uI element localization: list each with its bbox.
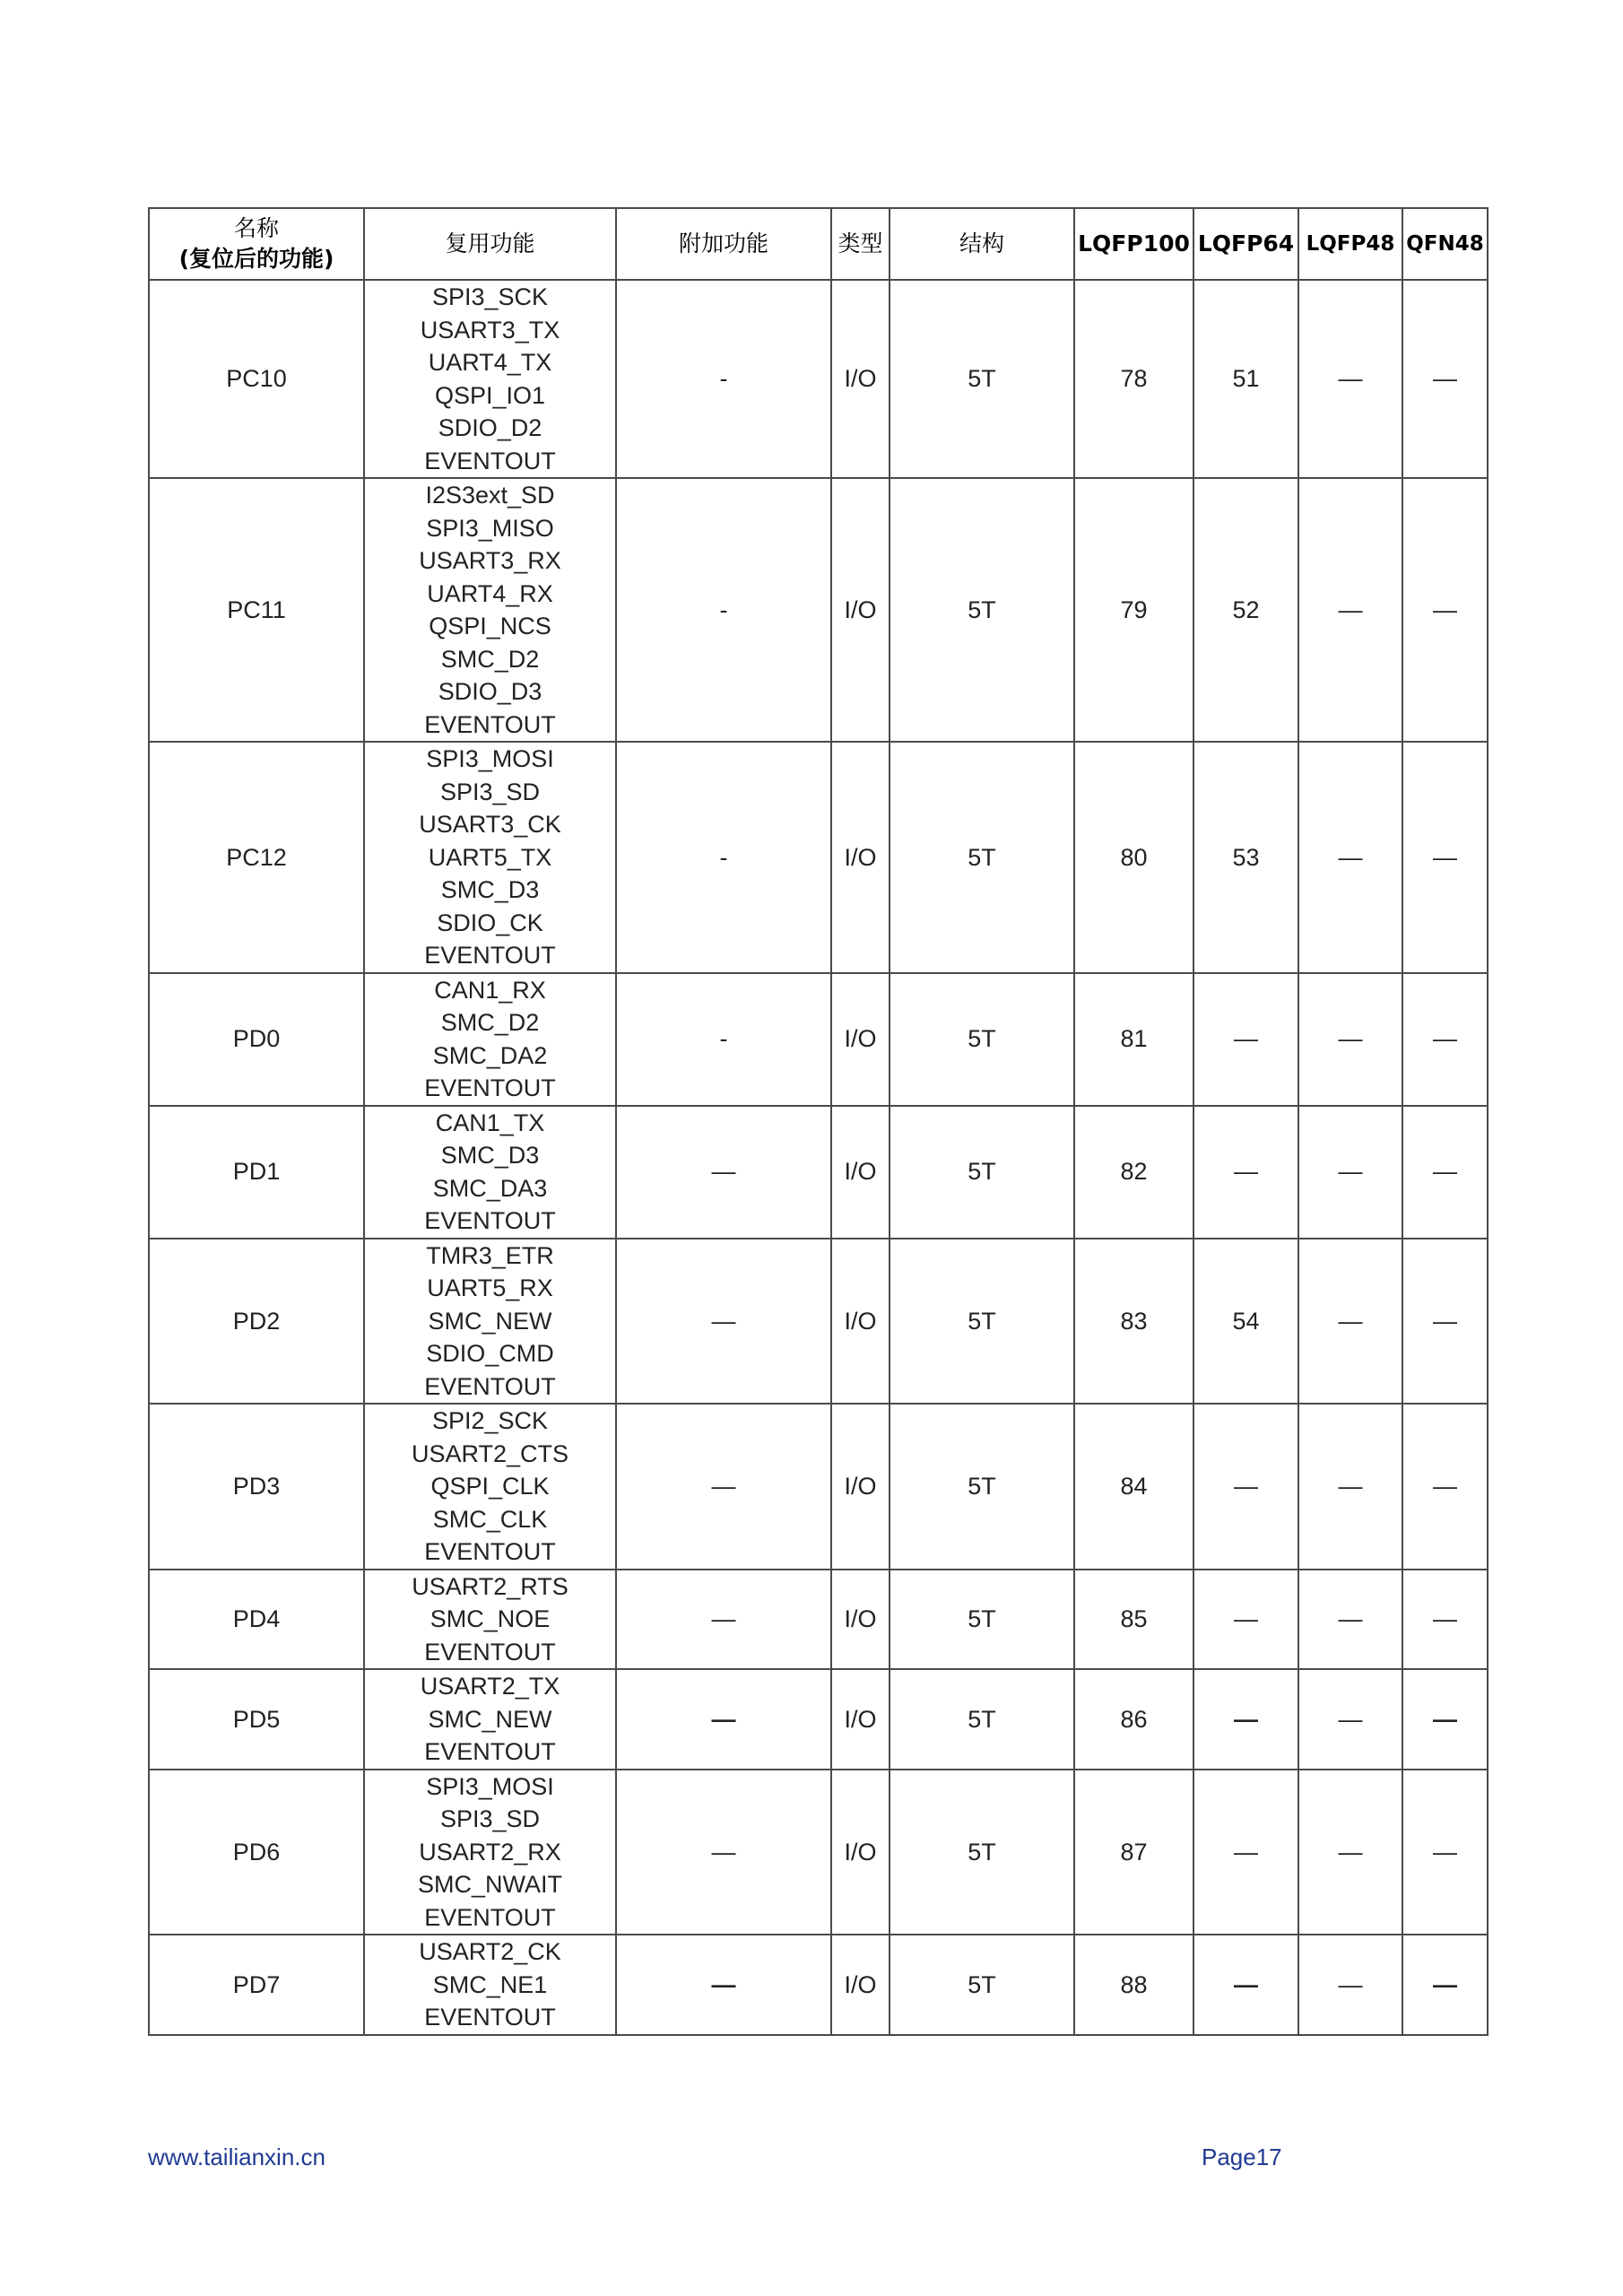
cell-type: I/O xyxy=(831,1770,890,1935)
table-body xyxy=(149,280,1488,2035)
alt-function-item: UART5_RX xyxy=(427,1274,553,1301)
cell-add-func: — xyxy=(616,1770,831,1935)
alt-function-item: SDIO_D2 xyxy=(438,414,542,441)
cell-type: I/O xyxy=(831,1106,890,1239)
header-lqfp48: LQFP48 xyxy=(1298,208,1402,280)
cell-lqfp64: — xyxy=(1193,973,1298,1106)
table-row xyxy=(149,973,1488,1106)
cell-qfn48: — xyxy=(1402,478,1488,742)
cell-lqfp64: — xyxy=(1193,1669,1298,1770)
alt-function-item: TMR3_ETR xyxy=(426,1241,554,1269)
cell-lqfp48: — xyxy=(1298,742,1402,973)
alt-function-item: CAN1_TX xyxy=(435,1109,545,1136)
header-name xyxy=(149,208,364,280)
table-header-row xyxy=(149,208,1488,280)
cell-lqfp100: 78 xyxy=(1074,280,1193,478)
alt-function-item: QSPI_NCS xyxy=(429,613,551,639)
cell-structure: 5T xyxy=(890,1106,1074,1239)
alt-function-item: QSPI_IO1 xyxy=(434,381,546,409)
cell-add-func: — xyxy=(616,1669,831,1770)
alt-function-item: USART2_CTS xyxy=(411,1439,569,1467)
cell-alt-functions xyxy=(364,742,616,973)
cell-alt-functions xyxy=(364,1404,616,1570)
table-row xyxy=(149,1106,1488,1239)
cell-structure: 5T xyxy=(890,1935,1074,2035)
table-row xyxy=(149,1404,1488,1570)
alt-function-item: EVENTOUT xyxy=(424,1074,556,1101)
alt-function-item: UART4_TX xyxy=(428,349,552,376)
cell-lqfp48: — xyxy=(1298,1935,1402,2035)
cell-pin-name: PD5 xyxy=(149,1669,364,1770)
alt-function-item: UART4_RX xyxy=(427,579,553,607)
cell-type: I/O xyxy=(831,1669,890,1770)
table-row xyxy=(149,1935,1488,2035)
header-qfn48: QFN48 xyxy=(1402,208,1488,280)
cell-alt-functions xyxy=(364,973,616,1106)
cell-pin-name: PD1 xyxy=(149,1106,364,1239)
alt-function-item: SMC_D2 xyxy=(440,645,540,673)
cell-pin-name: PC10 xyxy=(149,280,364,478)
cell-qfn48: — xyxy=(1402,1570,1488,1670)
cell-lqfp64: — xyxy=(1193,1770,1298,1935)
alt-function-item: SDIO_CK xyxy=(437,909,543,936)
alt-function-item: SMC_NOE xyxy=(430,1605,551,1632)
cell-lqfp48: — xyxy=(1298,1106,1402,1239)
alt-function-item: USART3_RX xyxy=(419,547,561,574)
cell-lqfp64: — xyxy=(1193,1935,1298,2035)
cell-pin-name: PC11 xyxy=(149,478,364,742)
table-row xyxy=(149,1239,1488,1405)
header-type: 类型 xyxy=(831,208,890,280)
cell-lqfp48: — xyxy=(1298,1570,1402,1670)
cell-qfn48: — xyxy=(1402,1770,1488,1935)
alt-function-item: EVENTOUT xyxy=(424,1903,556,1931)
cell-alt-functions xyxy=(364,1239,616,1405)
table-row xyxy=(149,280,1488,478)
cell-lqfp100: 80 xyxy=(1074,742,1193,973)
alt-function-item: SPI3_SD xyxy=(439,1805,541,1832)
alt-function-item: SPI2_SCK xyxy=(431,1407,549,1434)
cell-pin-name: PD7 xyxy=(149,1935,364,2035)
cell-pin-name: PD2 xyxy=(149,1239,364,1405)
cell-lqfp64: — xyxy=(1193,1570,1298,1670)
alt-function-item: SDIO_CMD xyxy=(426,1340,554,1367)
alt-function-item: SMC_D3 xyxy=(440,1142,540,1169)
alt-function-item: SPI3_SCK xyxy=(431,283,549,310)
alt-function-item: EVENTOUT xyxy=(424,1538,556,1565)
cell-lqfp100: 85 xyxy=(1074,1570,1193,1670)
header-lqfp64: LQFP64 xyxy=(1193,208,1298,280)
cell-lqfp64: — xyxy=(1193,1106,1298,1239)
alt-function-item: EVENTOUT xyxy=(424,2004,556,2031)
table-row xyxy=(149,742,1488,973)
cell-lqfp48: — xyxy=(1298,1404,1402,1570)
alt-function-item: SMC_NEW xyxy=(428,1705,552,1733)
alt-function-item: SMC_NWAIT xyxy=(418,1871,562,1898)
cell-alt-functions xyxy=(364,1770,616,1935)
cell-add-func: — xyxy=(616,1935,831,2035)
cell-structure: 5T xyxy=(890,280,1074,478)
cell-alt-functions xyxy=(364,280,616,478)
alt-function-item: SPI3_MISO xyxy=(426,514,554,542)
cell-alt-functions xyxy=(364,1935,616,2035)
alt-function-item: SPI3_MOSI xyxy=(426,1772,554,1800)
alt-function-item: EVENTOUT xyxy=(424,447,556,474)
cell-type: I/O xyxy=(831,478,890,742)
alt-function-item: QSPI_CLK xyxy=(430,1473,550,1500)
cell-alt-functions xyxy=(364,478,616,742)
cell-lqfp100: 86 xyxy=(1074,1669,1193,1770)
cell-lqfp100: 84 xyxy=(1074,1404,1193,1570)
cell-lqfp100: 82 xyxy=(1074,1106,1193,1239)
table-row xyxy=(149,478,1488,742)
header-name-line2: (复位后的功能) xyxy=(178,246,334,272)
alt-function-item: SPI3_SD xyxy=(439,778,541,805)
cell-type: I/O xyxy=(831,1239,890,1405)
cell-qfn48: — xyxy=(1402,1106,1488,1239)
cell-structure: 5T xyxy=(890,1404,1074,1570)
header-lqfp100: LQFP100 xyxy=(1074,208,1193,280)
cell-type: I/O xyxy=(831,1404,890,1570)
cell-add-func: — xyxy=(616,1106,831,1239)
cell-lqfp100: 81 xyxy=(1074,973,1193,1106)
alt-function-item: EVENTOUT xyxy=(424,942,556,969)
alt-function-item: CAN1_RX xyxy=(434,976,546,1004)
cell-lqfp48: — xyxy=(1298,1239,1402,1405)
alt-function-item: UART5_TX xyxy=(428,843,552,871)
cell-lqfp48: — xyxy=(1298,973,1402,1106)
cell-add-func: - xyxy=(616,280,831,478)
cell-type: I/O xyxy=(831,1570,890,1670)
cell-structure: 5T xyxy=(890,1770,1074,1935)
cell-add-func: - xyxy=(616,478,831,742)
alt-function-item: SMC_CLK xyxy=(432,1505,548,1533)
cell-lqfp100: 88 xyxy=(1074,1935,1193,2035)
alt-function-item: EVENTOUT xyxy=(424,1738,556,1765)
cell-qfn48: — xyxy=(1402,1935,1488,2035)
cell-alt-functions xyxy=(364,1570,616,1670)
table-row xyxy=(149,1669,1488,1770)
cell-pin-name: PD4 xyxy=(149,1570,364,1670)
cell-lqfp100: 79 xyxy=(1074,478,1193,742)
cell-structure: 5T xyxy=(890,973,1074,1106)
cell-type: I/O xyxy=(831,742,890,973)
cell-pin-name: PD3 xyxy=(149,1404,364,1570)
alt-function-item: USART2_RX xyxy=(419,1838,561,1866)
cell-structure: 5T xyxy=(890,478,1074,742)
alt-function-item: EVENTOUT xyxy=(424,1372,556,1400)
cell-lqfp64: — xyxy=(1193,1404,1298,1570)
alt-function-item: I2S3ext_SD xyxy=(425,482,555,509)
footer-website-link[interactable]: www.tailianxin.cn xyxy=(148,2144,325,2170)
cell-pin-name: PC12 xyxy=(149,742,364,973)
header-structure: 结构 xyxy=(890,208,1074,280)
cell-alt-functions xyxy=(364,1669,616,1770)
cell-add-func: — xyxy=(616,1404,831,1570)
cell-add-func: - xyxy=(616,973,831,1106)
alt-function-item: USART3_TX xyxy=(420,316,560,344)
cell-structure: 5T xyxy=(890,742,1074,973)
alt-function-item: SMC_NE1 xyxy=(432,1970,548,1998)
pin-definition-table xyxy=(148,207,1488,2036)
cell-lqfp100: 83 xyxy=(1074,1239,1193,1405)
header-name-line1: 名称 xyxy=(233,215,279,241)
cell-qfn48: — xyxy=(1402,280,1488,478)
alt-function-item: SMC_DA3 xyxy=(432,1174,548,1202)
cell-type: I/O xyxy=(831,973,890,1106)
cell-alt-functions xyxy=(364,1106,616,1239)
alt-function-item: SMC_D3 xyxy=(440,876,540,903)
table-row xyxy=(149,1570,1488,1670)
cell-lqfp64: 54 xyxy=(1193,1239,1298,1405)
alt-function-item: SMC_DA2 xyxy=(432,1041,548,1069)
cell-lqfp64: 51 xyxy=(1193,280,1298,478)
cell-qfn48: — xyxy=(1402,1239,1488,1405)
cell-type: I/O xyxy=(831,280,890,478)
cell-lqfp48: — xyxy=(1298,280,1402,478)
alt-function-item: USART3_CK xyxy=(419,811,561,838)
alt-function-item: USART2_CK xyxy=(419,1938,561,1965)
alt-function-item: SMC_D2 xyxy=(440,1009,540,1036)
cell-add-func: — xyxy=(616,1570,831,1670)
alt-function-item: EVENTOUT xyxy=(424,1207,556,1234)
cell-qfn48: — xyxy=(1402,1669,1488,1770)
cell-structure: 5T xyxy=(890,1239,1074,1405)
alt-function-item: EVENTOUT xyxy=(424,1638,556,1665)
alt-function-item: EVENTOUT xyxy=(424,710,556,738)
cell-add-func: - xyxy=(616,742,831,973)
cell-structure: 5T xyxy=(890,1570,1074,1670)
cell-lqfp64: 53 xyxy=(1193,742,1298,973)
alt-function-item: SDIO_D3 xyxy=(438,678,542,705)
cell-pin-name: PD6 xyxy=(149,1770,364,1935)
cell-lqfp48: — xyxy=(1298,478,1402,742)
cell-lqfp48: — xyxy=(1298,1770,1402,1935)
cell-lqfp48: — xyxy=(1298,1669,1402,1770)
cell-lqfp64: 52 xyxy=(1193,478,1298,742)
cell-type: I/O xyxy=(831,1935,890,2035)
footer-page-number: Page17 xyxy=(1202,2144,1282,2170)
cell-qfn48: — xyxy=(1402,742,1488,973)
cell-pin-name: PD0 xyxy=(149,973,364,1106)
alt-function-item: USART2_TX xyxy=(420,1673,560,1700)
header-alt-func: 复用功能 xyxy=(364,208,616,280)
cell-structure: 5T xyxy=(890,1669,1074,1770)
alt-function-item: USART2_RTS xyxy=(412,1572,568,1600)
table-row xyxy=(149,1770,1488,1935)
cell-qfn48: — xyxy=(1402,1404,1488,1570)
cell-qfn48: — xyxy=(1402,973,1488,1106)
cell-add-func: — xyxy=(616,1239,831,1405)
alt-function-item: SPI3_MOSI xyxy=(426,745,554,772)
header-add-func: 附加功能 xyxy=(616,208,831,280)
alt-function-item: SMC_NEW xyxy=(428,1307,552,1335)
cell-lqfp100: 87 xyxy=(1074,1770,1193,1935)
